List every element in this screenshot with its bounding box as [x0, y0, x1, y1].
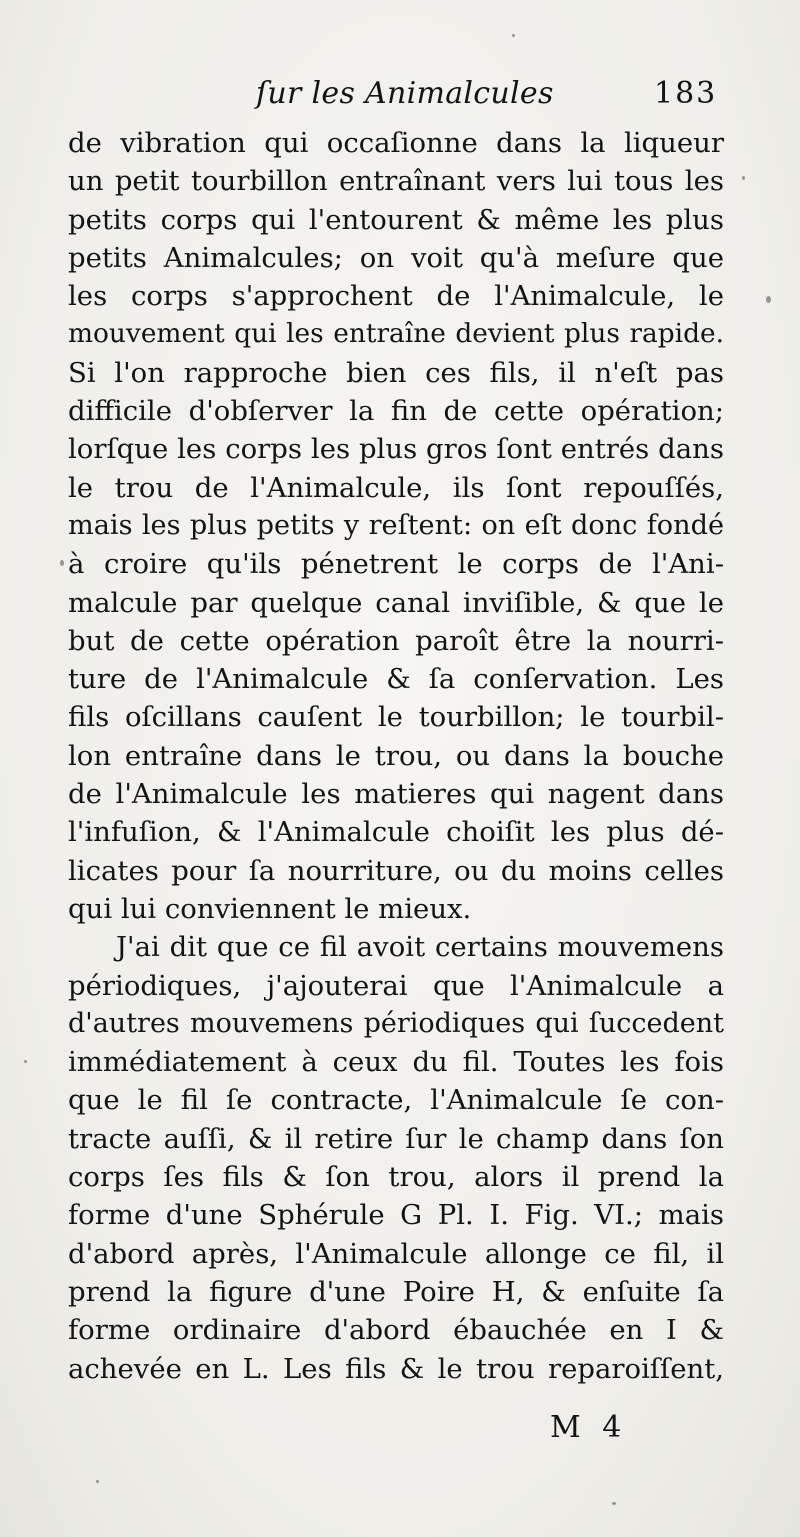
ink-speck — [612, 1502, 616, 1505]
text-line: difficile d'obſerver la fin de cette opération; — [68, 395, 724, 428]
ink-speck — [60, 560, 64, 566]
text-line: mouvement qui les entraîne devient plus rapide. — [68, 318, 724, 350]
signature-mark: M 4 — [550, 1410, 628, 1445]
text-line: de l'Animalcule les matieres qui nagent dans — [68, 778, 724, 811]
text-line: fils oſcillans cauſent le tourbillon; le tourbil- — [68, 701, 724, 734]
body-text — [68, 124, 724, 1388]
ink-speck — [24, 1060, 27, 1063]
paragraph-start-line: J'ai dit que ce fil avoit certains mouvemens — [116, 931, 724, 964]
text-line: malcule par quelque canal inviſible, & que le — [68, 586, 724, 619]
text-line: licates pour ſa nourriture, ou du moins celles — [68, 854, 724, 887]
text-line: d'autres mouvemens périodiques qui ſuccedent — [68, 1007, 724, 1039]
text-line: petits Animalcules; on voit qu'à meſure que — [68, 241, 724, 274]
text-line: Si l'on rapproche bien ces fils, il n'eſt pas — [68, 356, 724, 389]
text-line: immédiatement à ceux du fil. Toutes les fois — [68, 1046, 724, 1079]
text-line: corps ſes fils & ſon trou, alors il prend la — [68, 1161, 724, 1194]
text-line: lorſque les corps les plus gros ſont entrés dans — [68, 433, 724, 466]
ink-speck — [96, 1480, 99, 1483]
paragraph-end-line: qui lui conviennent le mieux. — [68, 892, 472, 925]
running-title: ſur les Animalcules — [256, 76, 554, 111]
text-line: ture de l'Animalcule & ſa conſervation. Les — [68, 663, 724, 696]
text-line: périodiques, j'ajouterai que l'Animalcule a — [68, 969, 724, 1002]
text-line: de vibration qui occaſionne dans la liqueur — [68, 127, 724, 159]
text-line: un petit tourbillon entraînant vers lui tous les — [68, 165, 724, 198]
text-line: mais les plus petits y reſtent: on eſt donc fondé — [68, 509, 724, 541]
ink-speck — [742, 176, 745, 180]
text-line: petits corps qui l'entourent & même les plus — [68, 203, 724, 236]
text-line: les corps s'approchent de l'Animalcule, le — [68, 280, 724, 313]
ink-speck — [766, 296, 771, 303]
text-line: le trou de l'Animalcule, ils ſont repouſſés, — [68, 471, 724, 504]
text-line: tracte auſſi, & il retire ſur le champ dans ſon — [68, 1122, 724, 1155]
text-line: l'infuſion, & l'Animalcule choiſit les plus dé- — [68, 816, 724, 849]
text-line: à croire qu'ils pénetrent le corps de l'Ani- — [68, 548, 724, 581]
text-line: but de cette opération paroît être la nourri- — [68, 624, 724, 657]
text-line: achevée en L. Les fils & le trou reparoiſſent, — [68, 1352, 724, 1385]
text-line: lon entraîne dans le trou, ou dans la bouche — [68, 739, 724, 772]
ink-speck — [512, 34, 515, 37]
page-number: 183 — [654, 76, 718, 111]
text-line: d'abord après, l'Animalcule allonge ce fil, il — [68, 1237, 724, 1270]
page-header — [0, 76, 800, 126]
text-line: prend la figure d'une Poire H, & enſuite ſa — [68, 1275, 724, 1308]
text-line: forme ordinaire d'abord ébauchée en I & — [68, 1314, 724, 1347]
text-line: que le fil ſe contracte, l'Animalcule ſe con- — [68, 1084, 724, 1117]
text-line: forme d'une Sphérule G Pl. I. Fig. VI.; mais — [68, 1199, 724, 1232]
